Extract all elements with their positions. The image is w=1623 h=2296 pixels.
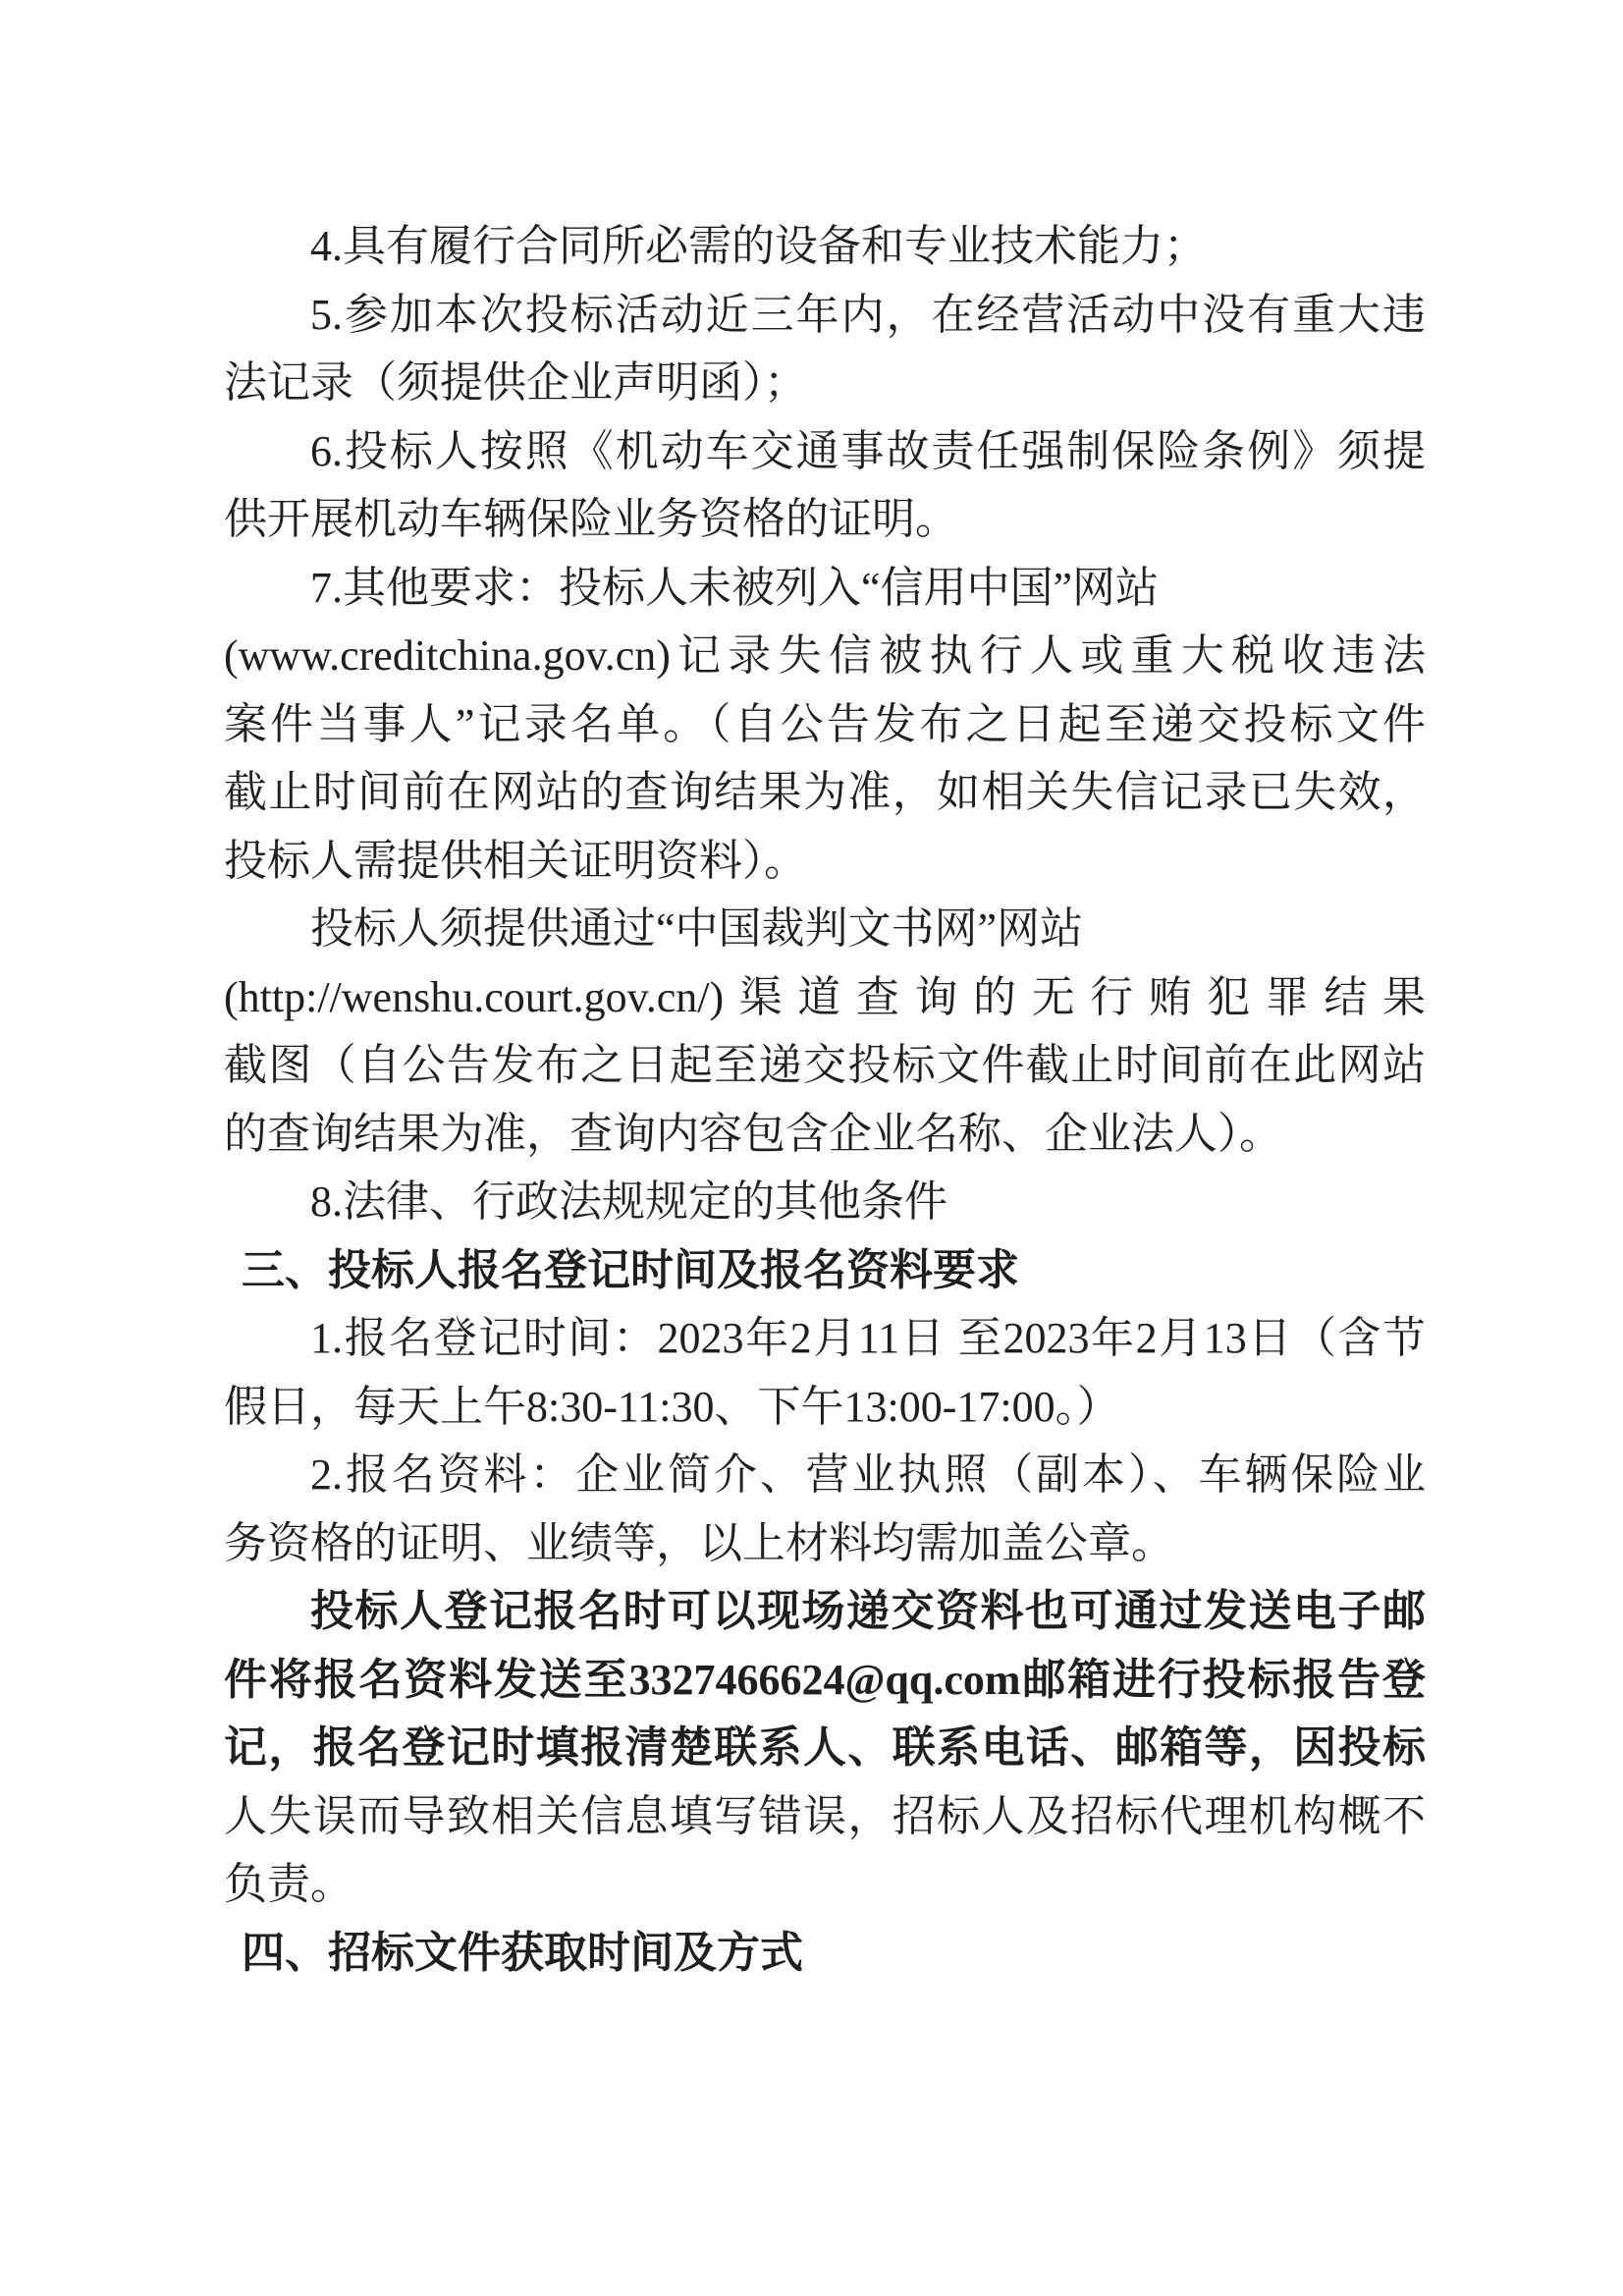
wenshu-para-line2: (http://wenshu.court.gov.cn/)渠道查询的无行贿犯罪结果 [224, 972, 1426, 1021]
email-notice-line5: 负责。 [224, 1860, 353, 1908]
item7-line5: 投标人需提供相关证明资料）。 [224, 836, 807, 885]
item6-line1: 6.投标人按照《机动车交通事故责任强制保险条例》须提 [310, 426, 1426, 475]
reg-material-line2: 务资格的证明、业绩等，以上材料均需加盖公章。 [224, 1518, 1174, 1567]
item7-line3: 案件当事人”记录名单。（自公告发布之日起至递交投标文件 [224, 699, 1426, 748]
email-notice-line3: 记，报名登记时填报清楚联系人、联系电话、邮箱等，因投标 [224, 1723, 1426, 1772]
item7-line1: 7.其他要求：投标人未被列入“信用中国”网站 [310, 563, 1160, 612]
item5-line2: 法记录（须提供企业声明函）； [224, 358, 807, 407]
item7-line2: (www.creditchina.gov.cn)记录失信被执行人或重大税收违法 [224, 631, 1426, 680]
section4-heading: 四、招标文件获取时间及方式 [242, 1928, 803, 1977]
wenshu-para-line1: 投标人须提供通过“中国裁判文书网”网站 [310, 904, 1084, 953]
section3-heading: 三、投标人报名登记时间及报名资料要求 [242, 1245, 1019, 1294]
item7-line4: 截止时间前在网站的查询结果为准，如相关失信记录已失效， [224, 768, 1426, 816]
email-notice-line1: 投标人登记报名时可以现场递交资料也可通过发送电子邮 [310, 1587, 1426, 1635]
wenshu-para-line4: 的查询结果为准，查询内容包含企业名称、企业法人）。 [224, 1109, 1282, 1158]
reg-material-line1: 2.报名资料：企业简介、营业执照（副本）、车辆保险业 [310, 1450, 1426, 1499]
email-notice-line4: 人失误而导致相关信息填写错误，招标人及招标代理机构概不 [224, 1791, 1426, 1840]
item6-line2: 供开展机动车辆保险业务资格的证明。 [224, 495, 958, 543]
item5-line1: 5.参加本次投标活动近三年内，在经营活动中没有重大违 [310, 290, 1426, 339]
item4-line: 4.具有履行合同所必需的设备和专业技术能力； [310, 222, 1207, 270]
document-text [224, 212, 1426, 1987]
item8-line: 8.法律、行政法规规定的其他条件 [310, 1177, 947, 1226]
wenshu-para-line3: 截图（自公告发布之日起至递交投标文件截止时间前在此网站 [224, 1041, 1426, 1089]
email-notice-line2: 件将报名资料发送至3327466624@qq.com邮箱进行投标报告登 [224, 1655, 1426, 1704]
reg-time-line1: 1.报名登记时间：2023年2月11日 至2023年2月13日（含节 [310, 1314, 1426, 1362]
reg-time-line2: 假日，每天上午8:30-11:30、下午13:00-17:00。） [224, 1382, 1120, 1431]
